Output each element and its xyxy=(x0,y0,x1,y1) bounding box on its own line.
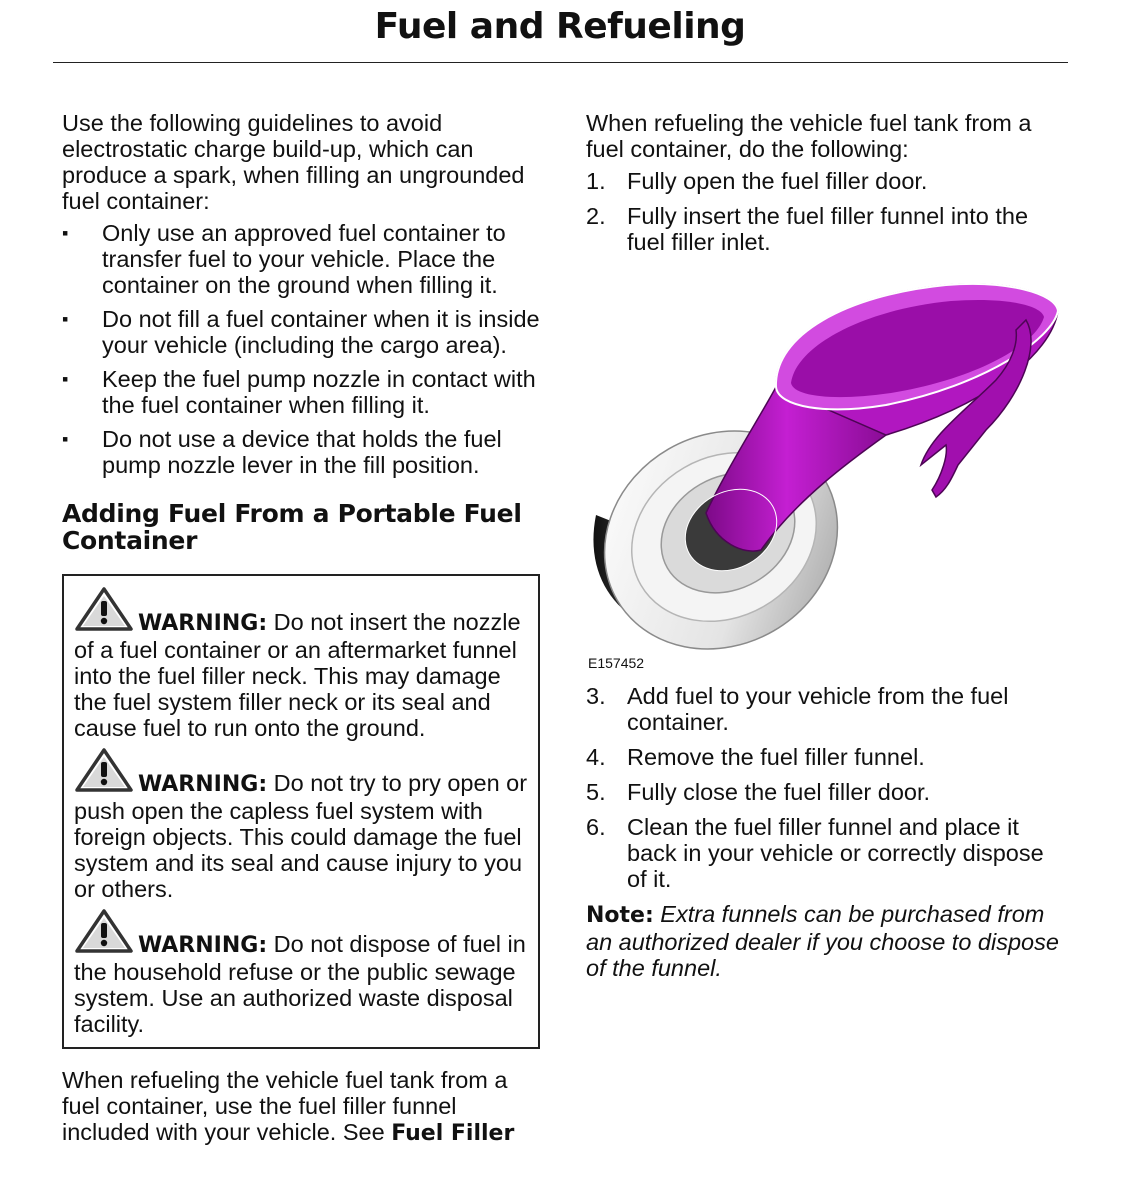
step-text: Fully open the fuel filler door. xyxy=(627,168,928,194)
warning-label: WARNING: xyxy=(138,611,268,636)
left-column xyxy=(62,110,540,1153)
warning-label: WARNING: xyxy=(138,772,268,797)
list-item xyxy=(62,220,540,298)
step-text: Fully insert the fuel filler funnel into the fuel filler inlet. xyxy=(627,203,1029,255)
right-column xyxy=(586,110,1066,981)
list-item xyxy=(586,168,1066,194)
bullet-icon: ▪ xyxy=(62,429,69,449)
note-text: Extra funnels can be purchased from an authorized dealer if you choose to dispose of the funnel. xyxy=(586,901,1059,981)
list-item-text: Do not fill a fuel container when it is inside your vehicle (including the cargo area). xyxy=(102,306,540,358)
step-number: 5. xyxy=(586,779,606,805)
warning-item xyxy=(74,747,528,902)
section-heading: Adding Fuel From a Portable Fuel Container xyxy=(62,499,522,555)
step-number: 4. xyxy=(586,744,606,770)
steps-list-bottom xyxy=(586,683,1066,892)
list-item-text: Only use an approved fuel container to transfer fuel to your vehicle. Place the container on the ground when filling it. xyxy=(102,220,506,298)
note-paragraph xyxy=(586,901,1066,981)
guideline-list xyxy=(62,220,540,478)
warning-item xyxy=(74,586,528,741)
step-number: 2. xyxy=(586,203,606,229)
bullet-icon: ▪ xyxy=(62,223,69,243)
step-text: Remove the fuel filler funnel. xyxy=(627,744,925,770)
list-item xyxy=(586,203,1066,255)
warning-box xyxy=(62,574,540,1049)
fuel-filler-reference-link[interactable]: Fuel Filler xyxy=(391,1121,515,1146)
step-number: 3. xyxy=(586,683,606,709)
bullet-icon: ▪ xyxy=(62,309,69,329)
figure-id: E157452 xyxy=(588,655,645,671)
warning-text: Do not dispose of fuel in the household refuse or the public sewage system. Use an authorized waste disposal facility. xyxy=(74,931,526,1037)
warning-item xyxy=(74,908,528,1037)
step-text: Clean the fuel filler funnel and place it back in your vehicle or correctly dispose of it. xyxy=(627,814,1044,892)
list-item xyxy=(62,426,540,478)
list-item xyxy=(586,744,1066,770)
funnel-in-inlet-image xyxy=(586,275,1066,675)
closing-paragraph xyxy=(62,1067,540,1147)
closing-text: When refueling the vehicle fuel tank from a fuel container, use the fuel filler funnel included with your vehicle. See xyxy=(62,1067,508,1145)
warning-triangle-icon xyxy=(74,747,134,793)
right-intro-paragraph: When refueling the vehicle fuel tank from a fuel container, do the following: xyxy=(586,110,1032,162)
step-number: 6. xyxy=(586,814,606,840)
list-item xyxy=(62,366,540,418)
list-item xyxy=(586,683,1066,735)
steps-list-top xyxy=(586,168,1066,255)
warning-triangle-icon xyxy=(74,586,134,632)
funnel-illustration xyxy=(586,275,1066,675)
list-item xyxy=(586,779,1066,805)
warning-triangle-icon xyxy=(74,908,134,954)
step-text: Fully close the fuel filler door. xyxy=(627,779,931,805)
intro-paragraph: Use the following guidelines to avoid electrostatic charge build-up, which can produce a spark, when filling an ungrounded fuel container: xyxy=(62,110,525,214)
title-divider xyxy=(53,62,1068,63)
step-text: Add fuel to your vehicle from the fuel container. xyxy=(627,683,1009,735)
page-title: Fuel and Refueling xyxy=(374,6,746,47)
warning-label: WARNING: xyxy=(138,933,268,958)
list-item xyxy=(62,306,540,358)
step-number: 1. xyxy=(586,168,606,194)
warning-text: Do not insert the nozzle of a fuel container or an aftermarket funnel into the fuel filler neck. This may damage the fuel system filler neck or its seal and cause fuel to run onto the ground. xyxy=(74,609,521,741)
list-item-text: Keep the fuel pump nozzle in contact with the fuel container when filling it. xyxy=(102,366,536,418)
note-label: Note: xyxy=(586,903,654,928)
warning-text: Do not try to pry open or push open the capless fuel system with foreign objects. This could damage the fuel system and its seal and cause injury to you or others. xyxy=(74,770,528,902)
list-item-text: Do not use a device that holds the fuel pump nozzle lever in the fill position. xyxy=(102,426,502,478)
list-item xyxy=(586,814,1066,892)
bullet-icon: ▪ xyxy=(62,369,69,389)
